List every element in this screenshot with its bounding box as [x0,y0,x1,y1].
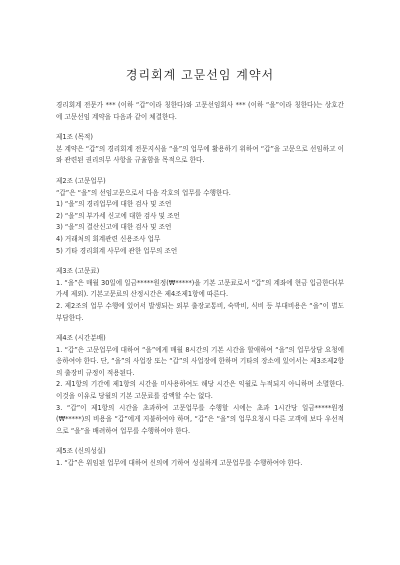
article-title: 제3조 (고문료) [56,267,100,276]
list-item: 4) 거래처의 회계관련 신용조사 업무 [56,234,161,243]
article-paragraph: 1. “갑”은 고문업무에 대하여 “을”에게 매월 8시간의 기본 시간을 할애하여 “을”의 업무상담 요청에 응하여야 한다. 단, “을”의 사업장 또는 “갑”의 사업장에 한하며 기타의 장소에 있어서는 제3조제2항의 출장비 규정이 적용된다. [56,345,344,377]
article-paragraph: 1. “갑”은 위임된 업무에 대하여 신의에 기하여 성실하게 고문업무를 수행하여야 한다. [56,459,303,468]
article-paragraph: 1. “을”은 매월 30일에 일금*****원정(₩*****)을 기본 고문료로서 “갑”의 계좌에 현금 입금한다(부가세 제외). 기본고문료의 산정시간은 제4조제1항에 따른다. [56,278,344,299]
article-paragraph: 본 계약은 “갑”의 경리회계 전문지식을 “을”의 업무에 활용하기 위하여 “갑”을 고문으로 선임하고 이와 관련된 권리의무 사항을 규율함을 목적으로 한다. [56,144,344,165]
article-5 [56,446,344,469]
document-title: 경리회계 고문선임 계약서 [125,68,275,82]
article-4 [56,333,344,437]
article-title: 제5조 (신의성실) [56,447,106,456]
intro-paragraph: 경리회계 전문가 *** (이하 “갑”이라 칭한다)와 고문선임회사 *** (이하 “을”이라 칭한다)는 상호간에 고문선임 계약을 다음과 같이 체결한다. [56,101,344,121]
list-item: 3) “을”의 결산신고에 대한 검사 및 조언 [56,223,172,232]
article-paragraph: 2. 제1항의 기간에 제1항의 시간을 미사용하여도 해당 시간은 익월로 누적되지 아니하며 소멸한다. 이것을 이유로 당월의 기본 고문료를 감액할 수는 없다. [56,380,344,401]
article-paragraph: “갑”은 “을”의 선임고문으로서 다음 각호의 업무를 수행한다. [56,188,231,197]
article-title: 제4조 (시간분배) [56,334,106,343]
article-title: 제2조 (고문업무) [56,176,106,185]
article-paragraph: 3. “갑”이 제1항의 시간을 초과하여 고문업무를 수행할 시에는 초과 1시간당 일금*****원정(₩*****)의 비용을 “갑”에게 지불하여야 하며, “갑”은 “을”의 업무요청시 다른 고객에 보다 우선적으로 “을”을 배려하여 업무를 수행하여야 한다. [56,403,344,435]
article-3 [56,266,344,324]
list-item: 2) “을”의 부가세 신고에 대한 검사 및 조언 [56,211,180,220]
article-2 [56,176,344,257]
document-body [56,100,344,479]
article-1 [56,132,344,167]
list-item: 5) 기타 경리회계 사무에 관한 업무의 조언 [56,246,178,255]
article-paragraph: 2. 제2조의 업무 수행에 있어서 발생되는 외부 출장교통비, 숙박비, 식비 등 부대비용은 “을”이 별도 부담한다. [56,301,344,322]
list-item: 1) “을”의 경리업무에 대한 검사 및 조언 [56,200,172,209]
article-title: 제1조 (목적) [56,133,93,142]
